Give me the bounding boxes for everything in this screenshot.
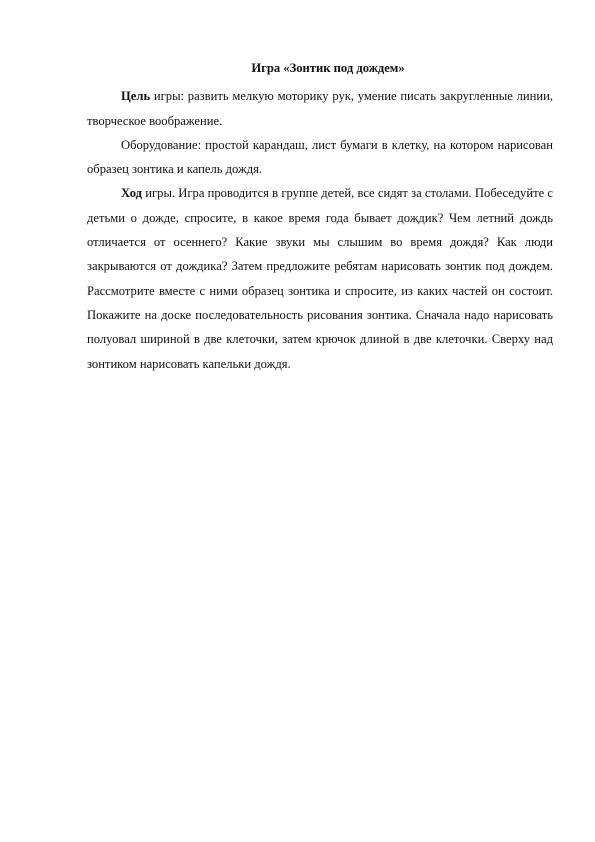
document-body [87, 56, 553, 376]
goal-paragraph [87, 84, 553, 133]
procedure-text: игры. Игра проводится в группе детей, все сидят за столами. Побеседуйте с детьми о дожде, спросите, в какое время года бывает дождик? Чем летний дождь отличается от осеннего? Какие звуки мы слышим во время дождя? Как люди закрываются от дождика? Затем предложите ребятам нарисовать зонтик под дождем. Рассмотрите вместе с ними образец зонтика и спросите, из каких частей он состоит. Покажите на доске последовательность рисования зонтика. Сначала надо нарисовать полуовал шириной в две клеточки, затем крючок длиной в две клеточки. Сверху над зонтиком нарисовать капельки дождя. [87, 186, 553, 371]
goal-lead: Цель [121, 89, 151, 104]
procedure-paragraph [87, 181, 553, 375]
equipment-paragraph: Оборудование: простой карандаш, лист бумаги в клетку, на котором нарисован образец зонтика и капель дождя. [87, 137, 553, 177]
procedure-lead: Ход [121, 186, 143, 201]
goal-text: игры: развить мелкую моторику рук, умение писать закругленные линии, творческое воображение. [87, 89, 553, 128]
document-title: Игра «Зонтик под дождем» [251, 61, 405, 75]
